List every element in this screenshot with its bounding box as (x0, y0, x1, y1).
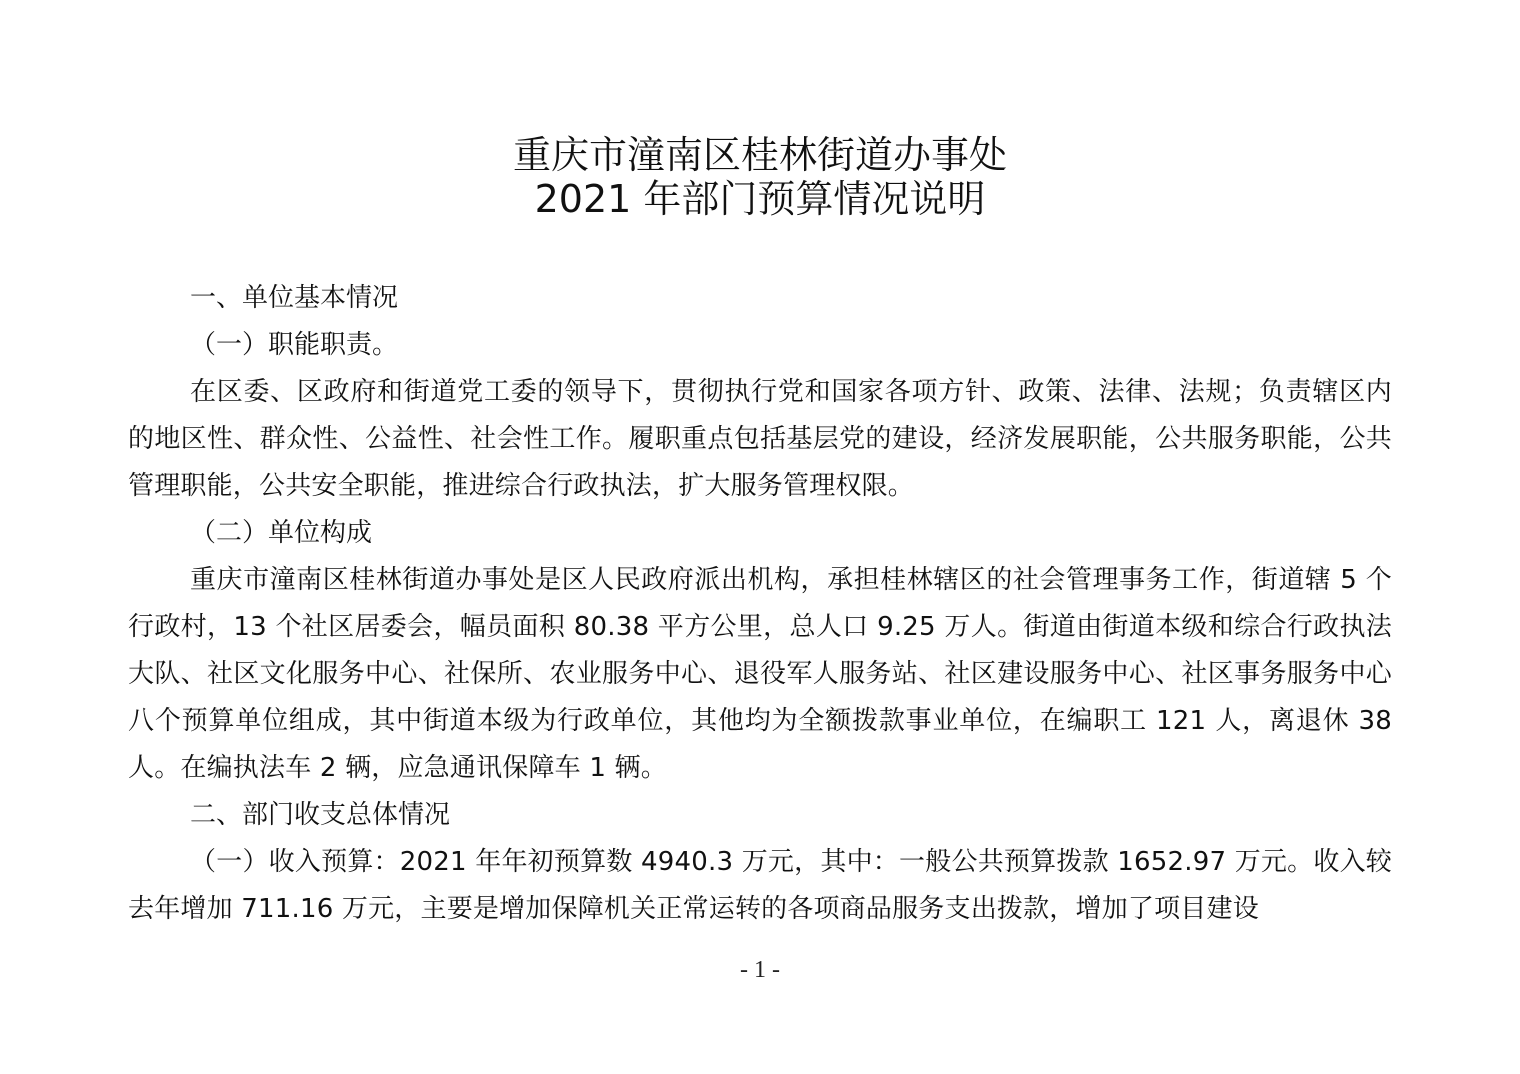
paragraph-duties: 在区委、区政府和街道党工委的领导下，贯彻执行党和国家各项方针、政策、法律、法规；负责辖区内的地区性、群众性、公益性、社会性工作。履职重点包括基层党的建设，经济发展职能，公共服务职能，公共管理职能，公共安全职能，推进综合行政执法，扩大服务管理权限。 (128, 377, 1392, 501)
document-title-line1: 重庆市潼南区桂林街道办事处 (512, 133, 1007, 177)
paragraph-structure: 重庆市潼南区桂林街道办事处是区人民政府派出机构，承担桂林辖区的社会管理事务工作，街道辖 5 个行政村，13 个社区居委会，幅员面积 80.38 平方公里，总人口 9.25 万人。街道由街道本级和综合行政执法大队、社区文化服务中心、社保所、农业服务中心、退役军人服务站、社区建设服务中心、社区事务服务中心八个预算单位组成，其中街道本级为行政单位，其他均为全额拨款事业单位，在编职工 121 人，离退休 38 人。在编执法车 2 辆，应急通讯保障车 1 辆。 (128, 565, 1392, 783)
subsection-heading-duties: （一）职能职责。 (190, 330, 399, 360)
subsection-heading-structure: （二）单位构成 (190, 518, 373, 548)
section-heading-basic-info: 一、单位基本情况 (190, 283, 399, 313)
document-title-line2: 2021 年部门预算情况说明 (534, 177, 986, 221)
paragraph-income-budget: （一）收入预算：2021 年年初预算数 4940.3 万元，其中：一般公共预算拨款 1652.97 万元。收入较去年增加 711.16 万元，主要是增加保障机关正常运转的各项商品服务支出拨款，增加了项目建设 (128, 847, 1392, 924)
section-heading-budget-overview: 二、部门收支总体情况 (190, 800, 451, 830)
page-number: - 1 - (740, 957, 780, 983)
document-body (128, 275, 1392, 933)
